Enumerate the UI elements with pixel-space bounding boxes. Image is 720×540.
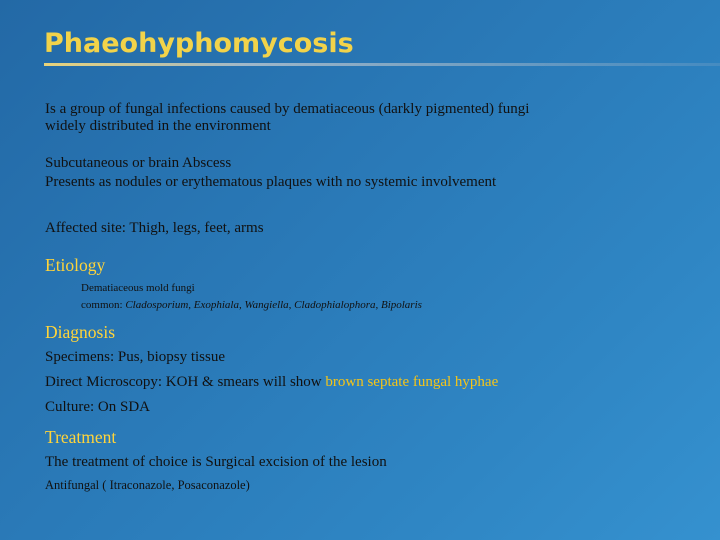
treatment-line-1: The treatment of choice is Surgical excision of the lesion bbox=[45, 454, 387, 470]
slide-title: Phaeohyphomycosis bbox=[44, 28, 354, 59]
common-species: Cladosporium, Exophiala, Wangiella, Cladophialophora, Bipolaris bbox=[125, 299, 422, 311]
subcutaneous-line: Subcutaneous or brain Abscess bbox=[45, 155, 232, 171]
title-underline bbox=[44, 63, 720, 66]
diagnosis-heading: Diagnosis bbox=[45, 322, 115, 342]
microscopy-prefix: Direct Microscopy: KOH & smears will show bbox=[45, 374, 326, 390]
etiology-line-1: Dematiaceous mold fungi bbox=[81, 282, 195, 294]
intro-line-2: widely distributed in the environment bbox=[45, 118, 271, 134]
specimens-line: Specimens: Pus, biopsy tissue bbox=[45, 349, 226, 365]
common-label: common: bbox=[81, 299, 126, 311]
etiology-heading: Etiology bbox=[45, 255, 106, 275]
treatment-line-2: Antifungal ( Itraconazole, Posaconazole) bbox=[45, 478, 250, 492]
treatment-heading: Treatment bbox=[45, 427, 117, 447]
microscopy-line bbox=[45, 374, 498, 391]
microscopy-highlight: brown septate fungal hyphae bbox=[325, 374, 499, 390]
intro-line-1: Is a group of fungal infections caused by dematiaceous (darkly pigmented) fungi bbox=[45, 101, 530, 117]
presentation-line: Presents as nodules or erythematous plaques with no systemic involvement bbox=[45, 174, 497, 190]
affected-site-line: Affected site: Thigh, legs, feet, arms bbox=[45, 220, 264, 236]
culture-line: Culture: On SDA bbox=[45, 399, 150, 415]
etiology-common-line bbox=[81, 299, 422, 311]
